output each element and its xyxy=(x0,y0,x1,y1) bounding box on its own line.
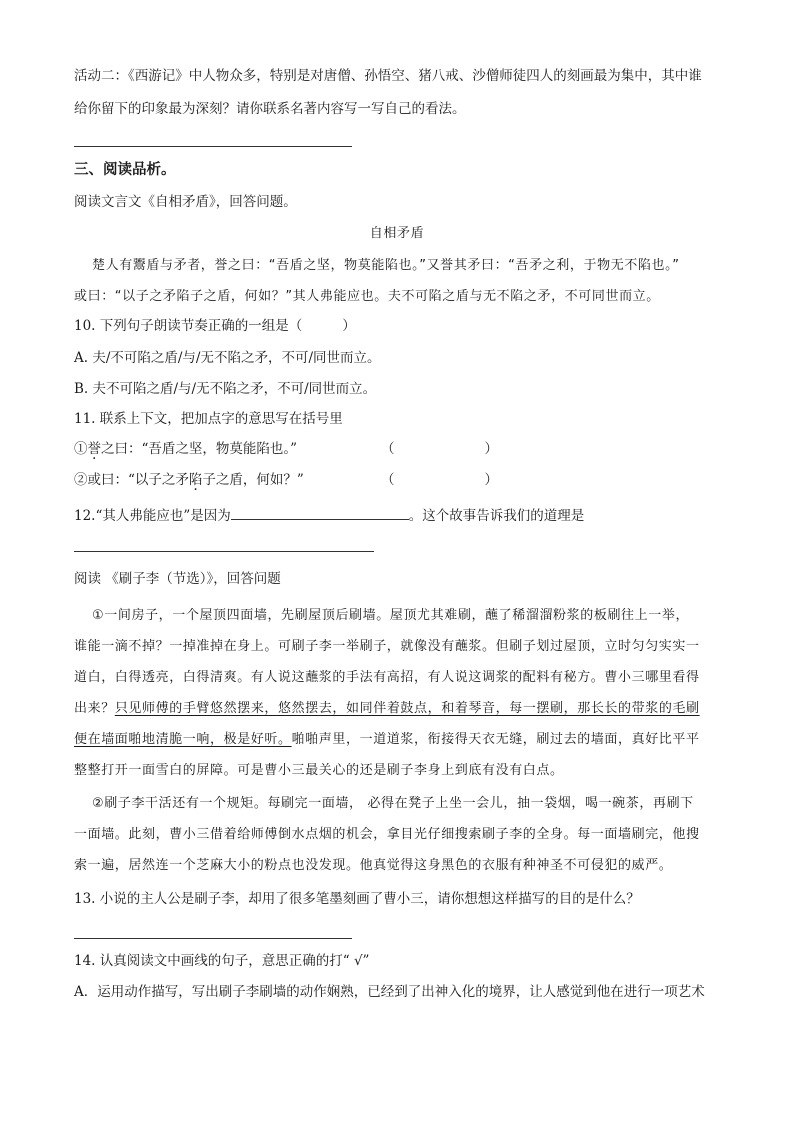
passage-line: 一面墙。此刻，曹小三借着给师傅倒水点烟的机会，拿目光仔细搜索刷子李的全身。每一面墙刷完，他搜 xyxy=(74,827,700,842)
activity2-line2: 给你留下的印象最为深刻？请你联系名著内容写一写自己的看法。 xyxy=(74,101,466,117)
question-11-item-1: ①誉之曰：“吾盾之坚，物莫能陷也。” xyxy=(74,441,298,457)
dotted-char: 陷 xyxy=(188,472,203,488)
question-11: 11. 联系上下文，把加点字的意思写在括号里 xyxy=(74,411,343,427)
classical-paragraph-1: 楚人有鬻盾与矛者，誉之曰：“吾盾之坚，物莫能陷也。”又誉其矛曰：“吾矛之利，于物无不陷也。” xyxy=(92,258,680,273)
question-14-option-a: A．运用动作描写，写出刷子李刷墙的动作娴熟，已经到了出神入化的境界，让人感觉到他在进行一项艺术 xyxy=(74,984,705,1000)
question-13: 13. 小说的主人公是刷子李，却用了很多笔墨刻画了曹小三，请你想想这样描写的目的是什么？ xyxy=(74,891,640,907)
question-12: 12.“其人弗能应也”是因为 。这个故事告诉我们的道理是 xyxy=(74,505,584,526)
dotted-char: 誉 xyxy=(87,441,101,457)
question-10-option-a: A. 夫/不可陷之盾/与/无不陷之矛，不可/同世而立。 xyxy=(74,350,381,366)
classical-intro: 阅读文言文《自相矛盾》，回答问题。 xyxy=(74,194,297,210)
question-11-bracket-2: （ ） xyxy=(381,472,498,488)
activity2-line1: 活动二：《西游记》中人物众多，特别是对唐僧、孙悟空、猪八戒、沙僧师徒四人的刻画最为集中，其中谁 xyxy=(74,68,702,84)
question-11-bracket-1: （ ） xyxy=(381,441,498,457)
question-10 xyxy=(74,316,356,336)
passage-line: ②刷子李干活还有一个规矩。每刷完一面墙， 必得在凳子上坐一会儿，抽一袋烟，喝一碗茶，再刷下 xyxy=(92,796,694,811)
section-title: 三、阅读品析。 xyxy=(74,161,176,178)
passage-line: 道白，白得透亮，白得清爽。有人说这蘸浆的手法有高招，有人说这调浆的配料有秘方。曹小三哪里看得 xyxy=(74,670,700,685)
underlined-sentence: 便在墙面啪地清脆一响，极是好听。 xyxy=(74,732,292,747)
passage-line: 谁能一滴不掉？一掉准掉在身上。可刷子李一举刷子，就像没有蘸浆。但刷子划过屋顶，立时匀匀实实一 xyxy=(74,639,700,654)
passage-line: 整整打开一面雪白的屏障。可是曹小三最关心的还是刷子李身上到底有没有白点。 xyxy=(74,763,564,778)
answer-line xyxy=(74,551,374,552)
passage-line: 便在墙面啪地清脆一响，极是好听。啪啪声里，一道道浆，衔接得天衣无缝，刷过去的墙面，真好比平平 xyxy=(74,732,700,747)
answer-line xyxy=(74,938,352,939)
question-10-stem: 10. 下列句子朗读节奏正确的一组是（ xyxy=(74,318,303,334)
question-11-item-2: ②或曰：“以子之矛陷子之盾，何如？” xyxy=(74,472,304,488)
question-14: 14. 认真阅读文中画线的句子，意思正确的打“ √” xyxy=(74,953,370,969)
answer-blank[interactable] xyxy=(231,505,409,520)
underlined-sentence: 只见师傅的手臂悠然摆来，悠然摆去，如同伴着鼓点，和着琴音，每一摆刷，那长长的带浆的毛刷 xyxy=(114,701,700,716)
question-10-close: ） xyxy=(342,318,356,334)
passage-line: 出来？只见师傅的手臂悠然摆来，悠然摆去，如同伴着鼓点，和着琴音，每一摆刷，那长长的带浆的毛刷 xyxy=(74,701,700,716)
passage-line: ①一间房子，一个屋顶四面墙，先刷屋顶后刷墙。屋顶尤其难刷，蘸了稀溜溜粉浆的板刷往上一举， xyxy=(92,608,690,623)
answer-line xyxy=(74,146,352,147)
passage-line: 索一遍，居然连一个芝麻大小的粉点也没发现。他真觉得这身黑色的衣服有种神圣不可侵犯的威严。 xyxy=(74,858,673,873)
classical-title: 自相矛盾 xyxy=(369,226,425,241)
question-10-option-b: B. 夫不可陷之盾/与/无不陷之矛，不可/同世而立。 xyxy=(74,381,377,397)
reading-intro: 阅读 《刷子李（节选）》，回答问题 xyxy=(74,571,281,587)
classical-paragraph-2: 或曰：“以子之矛陷子之盾，何如？”其人弗能应也。夫不可陷之盾与无不陷之矛，不可同世而立。 xyxy=(74,289,660,304)
